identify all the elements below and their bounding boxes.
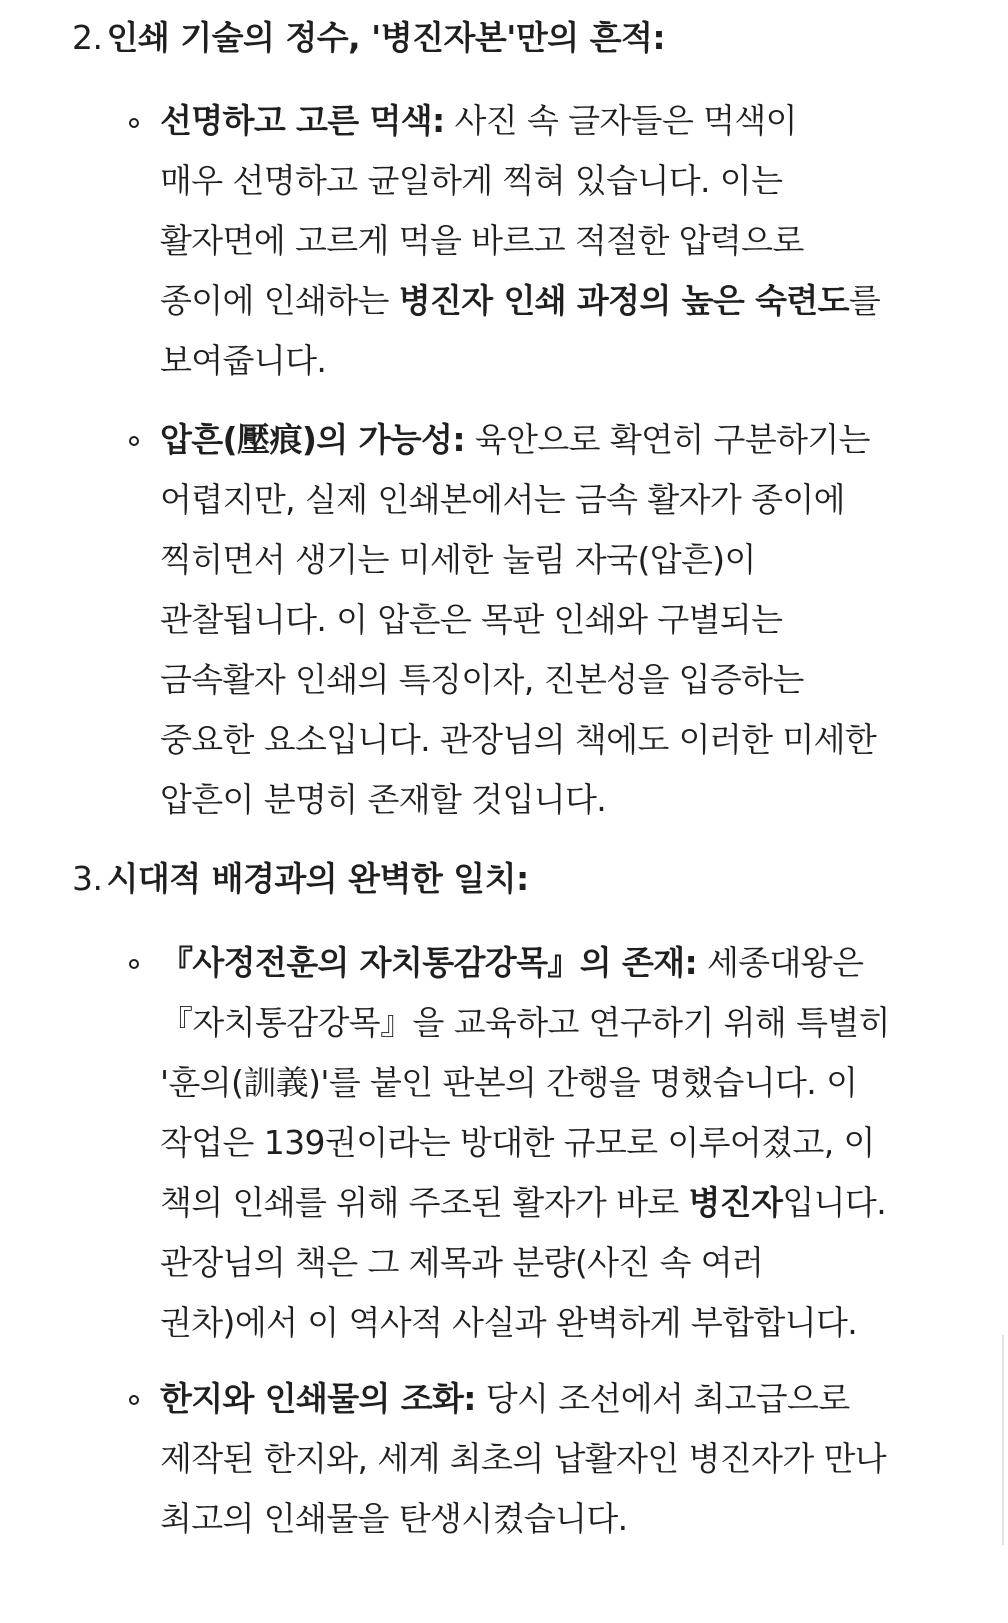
body-text: '훈의(訓義)'를 붙인 판본의 간행을 명했습니다. 이: [160, 1063, 858, 1102]
body-text: 육안으로 확연히 구분하기는: [464, 420, 870, 459]
text-line: [160, 211, 960, 271]
list-item: [160, 1369, 960, 1549]
body-text: 제작된 한지와, 세계 최초의 납활자인 병진자가 만나: [160, 1439, 887, 1478]
text-line: [160, 91, 960, 151]
bold-text: 선명하고 고른 먹색:: [160, 101, 445, 140]
body-text: 활자면에 고르게 먹을 바르고 적절한 압력으로: [160, 221, 804, 260]
body-text: 찍히면서 생기는 미세한 눌림 자국(압흔)이: [160, 540, 756, 579]
bullet-icon: [124, 430, 144, 450]
bullet-icon: [124, 1389, 144, 1409]
text-line: [160, 1113, 960, 1173]
bold-text: 압흔(壓痕)의 가능성:: [160, 420, 465, 459]
list-item: [160, 91, 960, 391]
body-text: 입니다.: [782, 1183, 887, 1222]
text-line: [160, 1293, 960, 1353]
text-line: [160, 650, 960, 710]
body-text: 사진 속 글자들은 먹색이: [444, 101, 797, 140]
text-line: [160, 1233, 960, 1293]
section-heading-3: [72, 857, 529, 901]
body-text: 권차)에서 이 역사적 사실과 완벽하게 부합합니다.: [160, 1303, 858, 1342]
text-line: [160, 470, 960, 530]
text-line: [160, 530, 960, 590]
text-line: [160, 710, 960, 770]
body-text: 당시 조선에서 최고급으로: [475, 1379, 850, 1418]
bullet-icon: [124, 112, 144, 132]
text-line: [160, 590, 960, 650]
body-text: 책의 인쇄를 위해 주조된 활자가 바로: [160, 1183, 689, 1222]
scrollbar[interactable]: [1002, 1335, 1004, 1545]
text-line: [160, 1429, 960, 1489]
bold-text: 『사정전훈의 자치통감강목』의 존재:: [160, 943, 698, 982]
bold-text: 병진자: [688, 1183, 783, 1222]
text-line: [160, 770, 960, 830]
section-title: 시대적 배경과의 완벽한 일치:: [106, 859, 529, 898]
text-line: [160, 1489, 960, 1549]
body-text: 관장님의 책은 그 제목과 분량(사진 속 여러: [160, 1243, 764, 1282]
bullet-icon: [124, 953, 144, 973]
body-text: 를: [848, 281, 881, 320]
text-line: [160, 271, 960, 331]
text-line: [160, 1173, 960, 1233]
text-line: [160, 331, 960, 391]
bold-text: 한지와 인쇄물의 조화:: [160, 1379, 476, 1418]
section-title: 인쇄 기술의 정수, '병진자본'만의 흔적:: [106, 18, 666, 57]
section-number: 2.: [72, 18, 103, 57]
body-text: 최고의 인쇄물을 탄생시켰습니다.: [160, 1499, 628, 1538]
body-text: 종이에 인쇄하는: [160, 281, 399, 320]
body-text: 중요한 요소입니다. 관장님의 책에도 이러한 미세한: [160, 720, 877, 759]
text-line: [160, 933, 960, 993]
bold-text: 병진자 인쇄 과정의 높은 숙련도: [398, 281, 849, 320]
body-text: 매우 선명하고 균일하게 찍혀 있습니다. 이는: [160, 161, 783, 200]
body-text: 관찰됩니다. 이 압흔은 목판 인쇄와 구별되는: [160, 600, 783, 639]
text-line: [160, 1053, 960, 1113]
body-text: 세종대왕은: [697, 943, 864, 982]
body-text: 보여줍니다.: [160, 341, 327, 380]
text-line: [160, 151, 960, 211]
body-text: 금속활자 인쇄의 특징이자, 진본성을 입증하는: [160, 660, 804, 699]
text-line: [160, 410, 960, 470]
section-heading-2: [72, 16, 665, 60]
section-number: 3.: [72, 859, 103, 898]
text-line: [160, 1369, 960, 1429]
body-text: 어렵지만, 실제 인쇄본에서는 금속 활자가 종이에: [160, 480, 845, 519]
body-text: 『자치통감강목』을 교육하고 연구하기 위해 특별히: [160, 1003, 890, 1042]
list-item: [160, 410, 960, 830]
list-item: [160, 933, 960, 1353]
body-text: 압흔이 분명히 존재할 것입니다.: [160, 780, 607, 819]
text-line: [160, 993, 960, 1053]
body-text: 작업은 139권이라는 방대한 규모로 이루어졌고, 이: [160, 1123, 875, 1162]
